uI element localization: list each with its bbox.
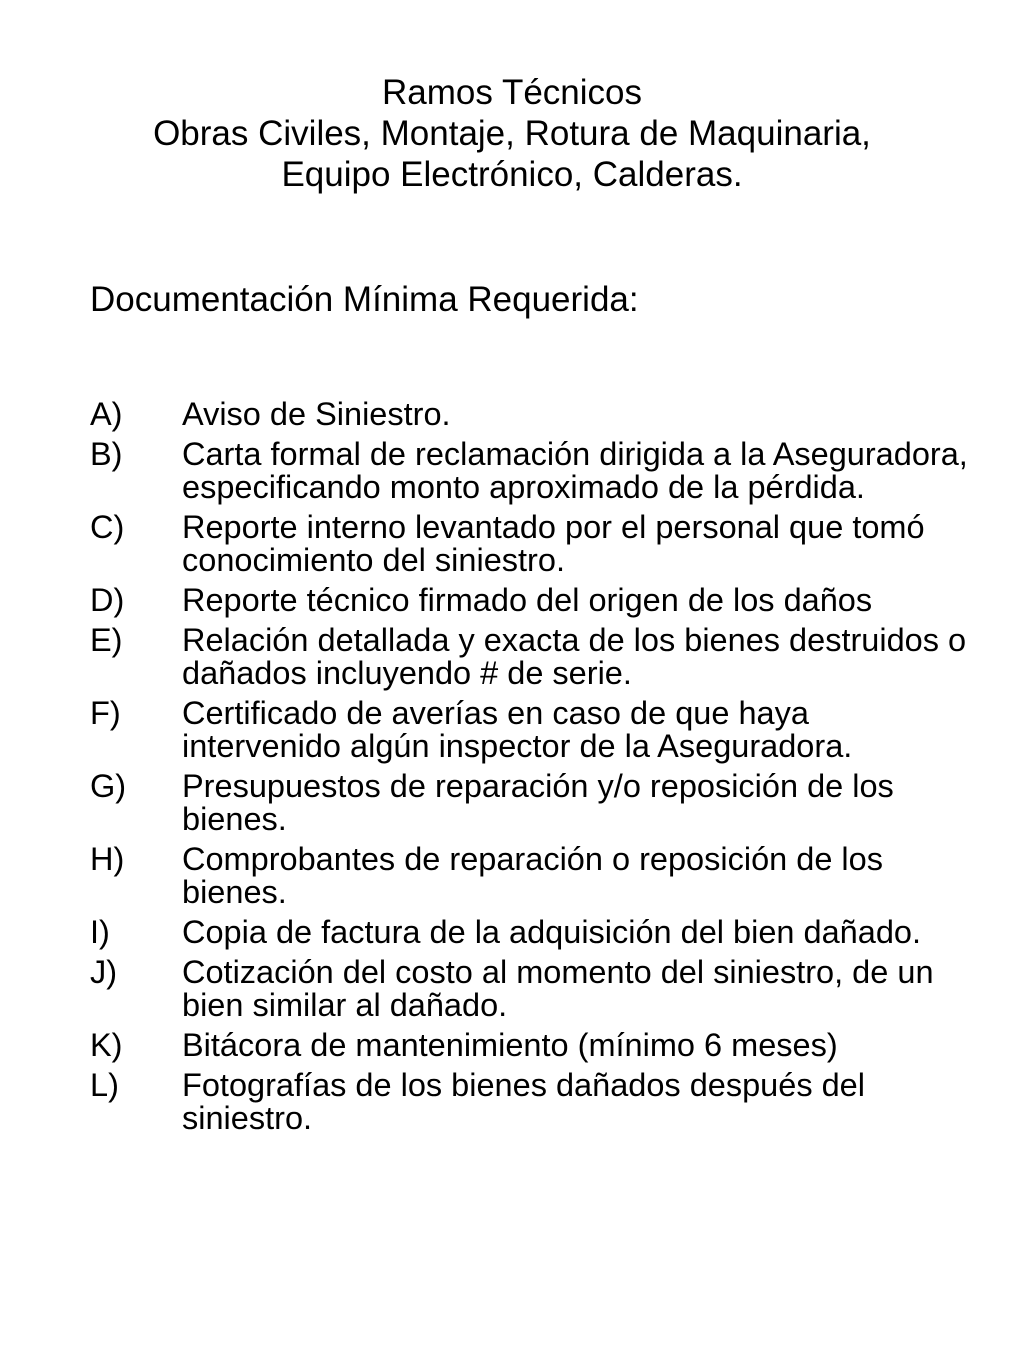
title-line-3: Equipo Electrónico, Calderas.	[281, 155, 743, 194]
item-letter: I)	[90, 914, 110, 950]
item-text: Presupuestos de reparación y/o reposición de los bienes.	[182, 768, 894, 837]
item-text: Relación detallada y exacta de los bienes destruidos o dañados incluyendo # de serie.	[182, 622, 967, 691]
list-item-f	[90, 697, 970, 763]
item-letter: D)	[90, 582, 125, 618]
item-text: Fotografías de los bienes dañados después del siniestro.	[182, 1067, 865, 1136]
item-letter: C)	[90, 509, 125, 545]
item-letter: F)	[90, 695, 121, 731]
item-text: Certificado de averías en caso de que haya intervenido algún inspector de la Aseguradora.	[182, 695, 853, 764]
list-item-l	[90, 1069, 970, 1135]
item-letter: G)	[90, 768, 127, 804]
item-text: Comprobantes de reparación o reposición de los bienes.	[182, 841, 883, 910]
item-letter: J)	[90, 954, 118, 990]
list-item-d	[90, 584, 970, 617]
item-text: Copia de factura de la adquisición del bien dañado.	[182, 914, 922, 950]
list-item-i	[90, 916, 970, 949]
list-item-b	[90, 438, 970, 504]
list-item-a	[90, 398, 970, 431]
item-letter: E)	[90, 622, 123, 658]
item-letter: K)	[90, 1027, 123, 1063]
item-letter: L)	[90, 1067, 119, 1103]
title-line-2: Obras Civiles, Montaje, Rotura de Maquinaria,	[153, 114, 871, 153]
item-text: Bitácora de mantenimiento (mínimo 6 meses)	[182, 1027, 838, 1063]
item-text: Reporte técnico firmado del origen de los daños	[182, 582, 873, 618]
list-item-j	[90, 956, 970, 1022]
list-item-c	[90, 511, 970, 577]
title-line-1: Ramos Técnicos	[381, 73, 642, 112]
item-text: Carta formal de reclamación dirigida a la Aseguradora, especificando monto aproximado de la pérdida.	[182, 436, 968, 505]
item-text: Cotización del costo al momento del siniestro, de un bien similar al dañado.	[182, 954, 934, 1023]
list-item-e	[90, 624, 970, 690]
item-text: Aviso de Siniestro.	[182, 396, 451, 432]
list-item-g	[90, 770, 970, 836]
document-title	[0, 72, 1024, 195]
section-heading: Documentación Mínima Requerida:	[90, 280, 639, 319]
list-item-k	[90, 1029, 970, 1062]
item-letter: H)	[90, 841, 125, 877]
list-item-h	[90, 843, 970, 909]
required-documents-list	[90, 398, 970, 1142]
item-letter: B)	[90, 436, 123, 472]
item-letter: A)	[90, 396, 123, 432]
item-text: Reporte interno levantado por el personal que tomó conocimiento del siniestro.	[182, 509, 925, 578]
